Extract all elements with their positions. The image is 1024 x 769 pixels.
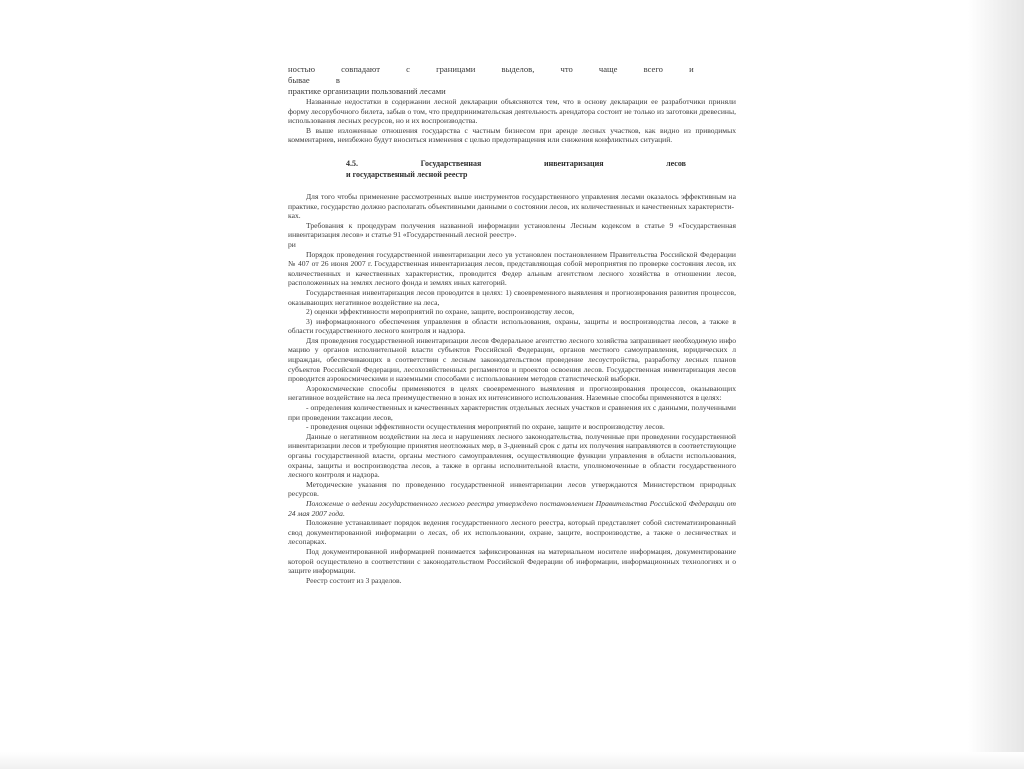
intro-line: ностью совпадают с границами выделов, что чаще всего и бывае в bbox=[288, 64, 694, 85]
paragraph: Положение устанавливает порядок ведения государственного лесного реестра, который представляет собой систематизированный свод документированной информации о лесах, об их использовании, охране, защите, воспроизводстве, а также о лесничествах и лесопарках. bbox=[288, 518, 736, 547]
paragraph: Для проведения государственной инвентаризации лесов Федеральное агентство лесного хозяйства запрашивает необходимую инфо мацию у органов исполнительной власти субъектов Российской Федерации, органов местного самоуправления, юридических л ицраждан, обеспечивающих в соответствии с лесным законодательством проведение лесоустройства, разработку лесных планов субъектов Российской Федерации, лесохозяйственных регламентов и проектов освоения лесов. Государственная инвентаризация лесов проводится аэрокосмическими и наземными способами с использованием методов статистической выборки. bbox=[288, 335, 736, 384]
page-edge-shadow bbox=[968, 0, 1024, 769]
section-number: 4.5. bbox=[346, 158, 358, 168]
paragraph: Для того чтобы применение рассмотренных выше инструментов государственного управления лесами оказалось эффективным на практике, государство должно располагать объективными данными о состоянии лесов, их количественных и качественных характеристи- bbox=[288, 191, 736, 211]
heading-word: лесов bbox=[666, 158, 686, 168]
paragraph: Методические указания по проведению государственной инвентаризации лесов утверждаются Министерством природных ресурсов. bbox=[288, 479, 736, 499]
paragraph: 2) оценки эффективности мероприятий по охране, защите, воспроизводству лесов, bbox=[306, 307, 574, 317]
paragraph: В выше изложенные отношения государства с частным бизнесом при аренде лесных участков, как видно из приводимых комментариев, неизбежно будут вноситься изменения с целью предотвращения или снижения конфликтных ситуаций. bbox=[288, 125, 736, 145]
section-heading bbox=[346, 158, 736, 180]
paragraph: 3) информационного обеспечения управления в области использования, охраны, защиты и воспроизводства лесов, а также в области государственного лесного контроля и надзора. bbox=[288, 316, 736, 336]
heading-line: и государственный лесной реестр bbox=[346, 169, 468, 179]
document-page bbox=[288, 64, 736, 764]
paragraph: Реестр состоит из 3 разделов. bbox=[306, 575, 402, 585]
paragraph: Порядок проведения государственной инвентаризации лесо ув установлен постановлением Правительства Российской Федерации № 407 от 26 июня 2007 г. Государственная инвентаризация лесов, представляющая собой мероприятия по проверке состояния лесов, их количественных и качественных характеристик, проводится Федер альным агентством лесного хозяйства в отношении лесов, расположенных на землях лесного фонда и землях иных категорий. bbox=[288, 249, 736, 288]
paragraph: Названные недостатки в содержании лесной декларации объясняются тем, что в основу декларации ее разработчики приняли форму лесорубочного билета, забыв о том, что предпринимательская деятельность арендатора состоит не только из заготовки древесины, использования лесных ресурсов, но и их воспроизводства. bbox=[288, 97, 736, 126]
heading-word: Государственная bbox=[420, 158, 482, 168]
paragraph: ри bbox=[288, 239, 296, 249]
paragraph: - определения количественных и качественных характеристик отдельных лесных участков и сравнения их с данными, полученными при проведении таксации лесов, bbox=[288, 403, 736, 422]
paragraph: Аэрокосмические способы применяются в целях своевременного выявления и прогнозирования процессов, оказывающих негативное воздействие на леса преимущественно в зонах их интенсивного использования. Наземные способы применяются в целях: bbox=[288, 383, 736, 403]
paragraph: ках. bbox=[288, 211, 301, 221]
paragraph: Данные о негативном воздействии на леса и нарушениях лесного законодательства, полученные при проведении государственной инвентаризации лесов и требующие принятия неотложных мер, в 3-дневный срок с даты их получения направляются в соответствующие органы государственной власти, органы местного самоуправления, осуществляющие функции управления в области использования, охраны, защиты и воспроизводства лесов, а также в органы исполнительной власти, уполномоченные в области государственного лесного контроля и надзора. bbox=[288, 431, 736, 480]
paragraph: Государственная инвентаризация лесов проводится в целях: 1) своевременного выявления и прогнозирования развития процессов, оказывающих негативное воздействие на леса, bbox=[288, 287, 736, 307]
paragraph: Под документированной информацией понимается зафиксированная на материальном носителе информация, документирование которой осуществлено в соответствии с законодательством Российской Федерации об информации, информационных технологиях и о защите информации. bbox=[288, 546, 736, 576]
intro-line: практике организации пользований лесами bbox=[288, 86, 446, 96]
heading-word: инвентаризация bbox=[543, 158, 604, 168]
paragraph: Требования к процедурам получения названной информации установлены Лесным кодексом в статье 9 «Государственная инвентаризация лесов» и статье 91 «Государственный лесной реестр». bbox=[288, 220, 736, 240]
italic-paragraph: Положение о ведении государственного лесного реестра утверждено постановлением Правительства Российской Федерации от 24 мая 2007 года. bbox=[288, 498, 736, 518]
paragraph: - проведения оценки эффективности осуществления мероприятий по охране, защите и воспроизводству лесов. bbox=[306, 422, 665, 432]
